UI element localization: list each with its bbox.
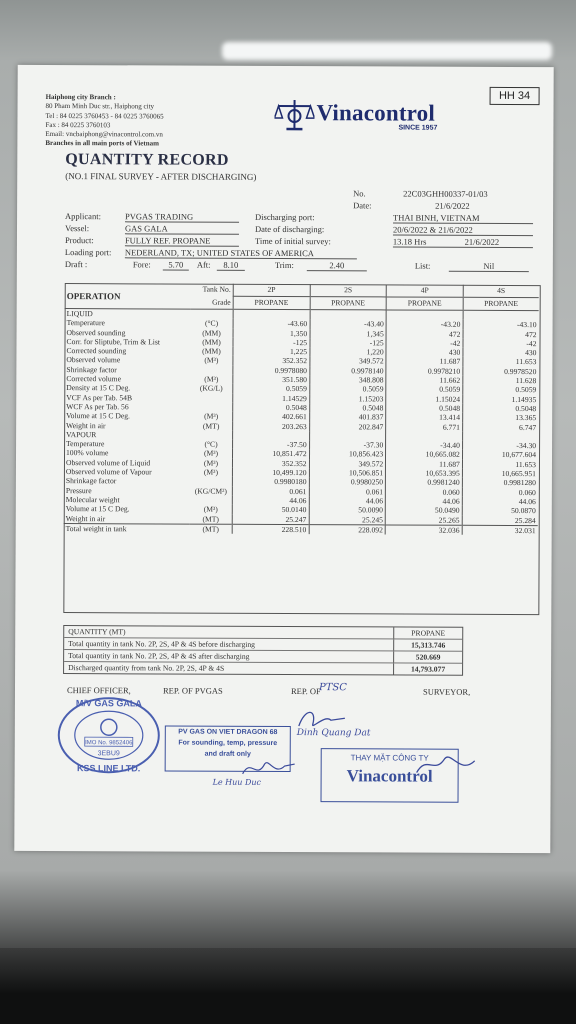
product-value: FULLY REF. PROPANE bbox=[125, 235, 239, 246]
quantity-label: Total quantity in tank No. 2P, 2S, 4P & 4S after discharging bbox=[68, 651, 250, 661]
row-label: WCF As per Tab. 56 bbox=[66, 402, 129, 412]
value-cell: 50.0140 bbox=[232, 505, 309, 515]
value-cell: 1,345 bbox=[310, 329, 387, 339]
value-cell: 472 bbox=[386, 329, 463, 339]
value-cell: 25.284 bbox=[462, 515, 538, 525]
grade-header: PROPANE bbox=[386, 297, 463, 310]
value-cell: 10,499.120 bbox=[232, 468, 309, 478]
row-unit: (KG/L) bbox=[199, 384, 223, 394]
value-cell: 0.9981240 bbox=[386, 478, 463, 488]
value-cell: -37.50 bbox=[233, 440, 310, 450]
quantity-value: 520.669 bbox=[393, 651, 462, 662]
value-cell: 50.0090 bbox=[309, 505, 386, 515]
quantity-product: PROPANE bbox=[393, 627, 462, 638]
row-label: Observed volume of Liquid bbox=[65, 457, 151, 468]
value-cell: 0.5048 bbox=[309, 403, 386, 413]
value-cell: 0.5059 bbox=[386, 385, 463, 395]
grade-header: PROPANE bbox=[463, 297, 539, 310]
row-label: Corrected volume bbox=[66, 374, 121, 384]
tank-no-label: Tank No. bbox=[202, 284, 231, 295]
row-label: Pressure bbox=[65, 485, 92, 495]
value-cell: -43.40 bbox=[310, 319, 387, 329]
value-cell: 348.808 bbox=[309, 375, 386, 385]
document-code-box: HH 34 bbox=[490, 87, 540, 105]
value-cell: 44.06 bbox=[386, 496, 463, 506]
logo-text: Vinacontrol bbox=[316, 100, 436, 126]
value-cell: 0.061 bbox=[309, 487, 386, 497]
row-label: Temperature bbox=[66, 318, 105, 328]
section-label: LIQUID bbox=[66, 309, 93, 319]
value-cell: 0.9978080 bbox=[233, 366, 310, 376]
fore-value: 5.70 bbox=[163, 259, 189, 270]
row-label: Observed sounding bbox=[66, 327, 126, 337]
value-cell: 0.9980180 bbox=[232, 477, 309, 487]
branch-line: Tel : 84 0225 3760453 - 84 0225 3760065 bbox=[45, 111, 164, 121]
quantity-table bbox=[64, 283, 539, 535]
quantity-label: Total quantity in tank No. 2P, 2S, 4P & 4S before discharging bbox=[68, 639, 255, 649]
empty-cell bbox=[310, 310, 387, 320]
value-cell: 430 bbox=[463, 348, 539, 358]
quantity-row bbox=[64, 662, 462, 675]
row-label: Volume at 15 C Deg. bbox=[66, 411, 130, 421]
value-cell: 1.14529 bbox=[233, 393, 310, 403]
row-label: Weight in air bbox=[65, 513, 106, 523]
row-label: Total weight in tank bbox=[64, 523, 190, 533]
document-page bbox=[14, 65, 553, 853]
value-cell: 0.9978210 bbox=[386, 366, 463, 376]
initial-survey-label: Time of initial survey: bbox=[254, 235, 331, 247]
pvgas-signature-name: Le Huu Duc bbox=[212, 777, 262, 787]
empty-cell bbox=[233, 309, 310, 319]
list-value: Nil bbox=[449, 261, 529, 272]
row-unit bbox=[190, 393, 233, 402]
row-label: VCF As per Tab. 54B bbox=[66, 392, 133, 403]
value-cell: 11.653 bbox=[463, 357, 539, 367]
quantity-summary bbox=[63, 625, 463, 676]
value-cell: 0.5048 bbox=[233, 403, 310, 413]
date-label: Date: bbox=[353, 200, 372, 211]
value-cell: 10,653.395 bbox=[386, 468, 463, 478]
pvgas-stamp-line: PV GAS ON VIET DRAGON 68 bbox=[178, 728, 278, 736]
branch-title: Haiphong city Branch : bbox=[45, 92, 116, 102]
value-cell: 11.628 bbox=[463, 376, 539, 386]
empty-cell bbox=[386, 431, 463, 441]
product-label: Product: bbox=[64, 235, 94, 246]
value-cell: 352.352 bbox=[233, 356, 310, 366]
rep-of-handwriting: PTSC bbox=[318, 682, 347, 694]
value-cell: 10,665.951 bbox=[462, 469, 538, 479]
row-label: Shrinkage factor bbox=[66, 364, 117, 375]
value-cell: 203.263 bbox=[233, 421, 310, 431]
value-cell: 10,506.851 bbox=[309, 468, 386, 478]
tank-header: 2S bbox=[310, 284, 387, 297]
value-cell: 351.580 bbox=[233, 375, 310, 385]
value-cell: 0.9978140 bbox=[309, 366, 386, 376]
table-header-row bbox=[65, 283, 539, 298]
value-cell: 10,665.082 bbox=[386, 450, 463, 460]
rep-pvgas-label: REP. OF PVGAS bbox=[162, 685, 223, 696]
row-label: Temperature bbox=[66, 439, 105, 449]
row-label: Weight in air bbox=[66, 420, 106, 430]
value-cell: 11.653 bbox=[462, 460, 538, 470]
date-of-discharging-label: Date of discharging: bbox=[254, 223, 325, 235]
value-cell: 202.847 bbox=[309, 422, 386, 432]
value-cell: 472 bbox=[463, 329, 539, 339]
value-cell: 44.06 bbox=[309, 496, 386, 506]
value-cell: 228.510 bbox=[232, 524, 309, 534]
branch-line: 80 Pham Minh Duc str., Haiphong city bbox=[45, 102, 155, 111]
value-cell: -125 bbox=[310, 338, 387, 348]
value-cell: 0.5059 bbox=[463, 385, 539, 395]
value-cell: 0.5048 bbox=[386, 403, 463, 413]
date-value: 21/6/2022 bbox=[435, 200, 470, 211]
branch-address-block bbox=[45, 93, 265, 150]
row-unit: (M³) bbox=[204, 411, 219, 421]
value-cell: 6.747 bbox=[462, 422, 538, 432]
value-cell: 10,851.472 bbox=[233, 449, 310, 459]
value-cell: 25.245 bbox=[309, 515, 386, 525]
value-cell: 0.9978520 bbox=[463, 367, 539, 377]
value-cell: -43.20 bbox=[386, 320, 463, 330]
grade-header: PROPANE bbox=[310, 297, 387, 310]
discharging-port-value: THAI BINH, VIETNAM bbox=[393, 212, 533, 224]
tank-header: 4S bbox=[463, 285, 539, 298]
value-cell: 44.06 bbox=[232, 496, 309, 506]
branch-line: Branches in all main ports of Vietnam bbox=[45, 139, 159, 148]
loading-port-value: NEDERLAND, TX; UNITED STATES OF AMERICA bbox=[125, 247, 357, 259]
rep-of-label: REP. OF bbox=[290, 686, 321, 697]
value-cell: 430 bbox=[386, 348, 463, 358]
branch-line: Email: vncbaiphong@vinacontrol.com.vn bbox=[45, 130, 163, 139]
value-cell: 13.365 bbox=[462, 413, 538, 423]
row-label: Observed volume bbox=[66, 355, 121, 365]
date-of-discharging-value: 20/6/2022 & 21/6/2022 bbox=[393, 224, 533, 236]
value-cell: 25.247 bbox=[232, 514, 309, 524]
chief-officer-label: CHIEF OFFICER, bbox=[66, 685, 131, 696]
empty-cell bbox=[386, 310, 463, 320]
light-glare bbox=[222, 42, 552, 60]
value-cell: 1,350 bbox=[233, 328, 310, 338]
row-unit: (M³) bbox=[203, 458, 219, 468]
row-unit: (KG/CM²) bbox=[194, 486, 227, 496]
fore-label: Fore: bbox=[132, 259, 151, 270]
value-cell: -43.60 bbox=[233, 319, 310, 329]
value-cell: 32.036 bbox=[385, 525, 462, 535]
stamp-imo: IMO No. 9852406 bbox=[85, 740, 133, 747]
stamp-logo-text: Vinacontrol bbox=[346, 766, 433, 786]
row-label: Corr. for Sliptube, Trim & List bbox=[66, 336, 160, 347]
value-cell: 1,225 bbox=[233, 347, 310, 357]
value-cell: 0.9980250 bbox=[309, 477, 386, 487]
row-unit: (M³) bbox=[203, 467, 219, 477]
value-cell: -34.40 bbox=[386, 441, 463, 451]
row-label: Density at 15 C Deg. bbox=[66, 383, 131, 393]
no-label: No. bbox=[353, 188, 366, 199]
value-cell: 0.060 bbox=[386, 487, 463, 497]
row-unit bbox=[190, 477, 233, 486]
page-title: QUANTITY RECORD bbox=[65, 151, 229, 169]
stamp-vessel-name: M/V GAS GALA bbox=[75, 698, 142, 709]
value-cell: 352.352 bbox=[232, 459, 309, 469]
quantity-label: Discharged quantity from tank No. 2P, 2S, 4P & 4S bbox=[68, 663, 225, 673]
branch-line: Fax : 84 0225 3760103 bbox=[45, 120, 111, 130]
row-unit: (MM) bbox=[202, 328, 221, 338]
scales-icon bbox=[274, 98, 314, 132]
section-label: VAPOUR bbox=[66, 429, 97, 440]
value-cell: -34.30 bbox=[462, 441, 538, 451]
value-cell: 10,677.604 bbox=[462, 450, 538, 460]
grade-header: PROPANE bbox=[233, 296, 310, 309]
background-dark-edge bbox=[0, 948, 576, 1024]
value-cell: 11.662 bbox=[386, 376, 463, 386]
applicant-value: PVGAS TRADING bbox=[125, 211, 239, 222]
value-cell: 1.14935 bbox=[463, 394, 539, 404]
loading-port-label: Loading port: bbox=[64, 247, 112, 258]
value-cell: 401.837 bbox=[309, 412, 386, 422]
initial-survey-date: 21/6/2022 bbox=[464, 236, 500, 247]
row-unit: (M³) bbox=[203, 504, 218, 514]
logo-subtext: SINCE 1957 bbox=[398, 124, 438, 132]
page-subtitle: (NO.1 FINAL SURVEY - AFTER DISCHARGING) bbox=[65, 171, 257, 182]
discharging-port-label: Discharging port: bbox=[255, 211, 315, 223]
value-cell: -42 bbox=[386, 338, 463, 348]
pvgas-stamp-line: and draft only bbox=[204, 750, 251, 758]
row-label: Corrected sounding bbox=[66, 346, 127, 356]
value-cell: 25.265 bbox=[385, 515, 462, 525]
row-unit bbox=[190, 496, 233, 505]
aft-label: Aft: bbox=[196, 259, 211, 270]
tank-header: 2P bbox=[233, 284, 310, 297]
value-cell: 0.5059 bbox=[309, 384, 386, 394]
value-cell: -37.30 bbox=[309, 440, 386, 450]
value-cell: 349.572 bbox=[310, 357, 387, 367]
value-cell: 349.572 bbox=[309, 459, 386, 469]
value-cell: 1,220 bbox=[310, 347, 387, 357]
value-cell: 44.06 bbox=[462, 497, 538, 507]
applicant-label: Applicant: bbox=[65, 211, 101, 222]
value-cell: 0.5048 bbox=[463, 404, 539, 414]
vessel-value: GAS GALA bbox=[125, 223, 239, 234]
vessel-label: Vessel: bbox=[64, 223, 90, 234]
value-cell: 11.687 bbox=[386, 357, 463, 367]
row-label: Shrinkage factor bbox=[65, 476, 117, 486]
aft-value: 8.10 bbox=[217, 260, 245, 271]
row-label: Volume at 15 C Deg. bbox=[65, 504, 130, 514]
row-unit: (M³) bbox=[204, 356, 219, 366]
empty-cell bbox=[463, 310, 539, 320]
row-unit: (MT) bbox=[190, 524, 233, 534]
row-unit: (°C) bbox=[204, 439, 218, 449]
row-unit: (MT) bbox=[202, 514, 219, 524]
value-cell: 50.0490 bbox=[385, 506, 462, 516]
trim-label: Trim: bbox=[274, 259, 294, 271]
empty-cell bbox=[309, 431, 386, 441]
value-cell: 402.661 bbox=[233, 412, 310, 422]
value-cell: 6.771 bbox=[386, 422, 463, 432]
draft-label: Draft : bbox=[64, 259, 88, 270]
quantity-value: 15,313.746 bbox=[393, 639, 462, 650]
trim-value: 2.40 bbox=[307, 260, 367, 271]
value-cell: 50.0870 bbox=[462, 506, 538, 516]
value-cell: 0.061 bbox=[232, 486, 309, 496]
value-cell: 0.9981280 bbox=[462, 478, 538, 488]
signature-surveyor bbox=[411, 749, 481, 783]
empty-cell bbox=[233, 431, 310, 441]
row-unit: (M³) bbox=[203, 449, 219, 459]
row-unit: (°C) bbox=[204, 318, 219, 329]
surveyor-label: SURVEYOR, bbox=[422, 686, 471, 697]
tank-header: 4P bbox=[386, 284, 463, 297]
grade-label: Grade bbox=[191, 296, 234, 309]
row-label: Observed volume of Vapour bbox=[65, 467, 152, 477]
row-unit: (MT) bbox=[202, 421, 220, 431]
vessel-stamp bbox=[55, 693, 167, 775]
value-cell: 13.414 bbox=[386, 413, 463, 423]
value-cell: -125 bbox=[233, 338, 310, 348]
thay-mat-text: THAY MẶT CÔNG TY bbox=[350, 753, 429, 763]
table-row bbox=[64, 523, 538, 535]
value-cell: 32.031 bbox=[462, 525, 538, 535]
row-unit bbox=[190, 403, 233, 412]
initial-survey-value bbox=[393, 236, 533, 248]
initial-survey-time: 13.18 Hrs bbox=[392, 236, 427, 247]
row-unit bbox=[190, 365, 233, 374]
list-label: List: bbox=[414, 260, 431, 271]
no-value: 22C03GHH00337-01/03 bbox=[403, 188, 488, 199]
value-cell: -43.10 bbox=[463, 320, 539, 330]
value-cell: 0.5059 bbox=[233, 384, 310, 394]
row-label: 100% volume bbox=[66, 448, 109, 458]
row-unit: (M³) bbox=[204, 374, 219, 384]
row-unit: (MM) bbox=[202, 337, 221, 347]
value-cell: 0.060 bbox=[462, 487, 538, 497]
stamp-company: KSS LINE LTD. bbox=[76, 763, 141, 774]
pvgas-stamp-line: For sounding, temp, pressure bbox=[178, 739, 278, 747]
value-cell: 1.15203 bbox=[309, 394, 386, 404]
value-cell: 1.15024 bbox=[386, 394, 463, 404]
value-cell: 228.092 bbox=[309, 524, 386, 534]
value-cell: 11.687 bbox=[386, 459, 463, 469]
operation-header: OPERATION bbox=[65, 283, 191, 309]
quantity-header: QUANTITY (MT) bbox=[68, 627, 126, 637]
row-label: Molecular weight bbox=[65, 494, 120, 505]
row-unit: (MM) bbox=[202, 346, 221, 356]
value-cell: -42 bbox=[463, 339, 539, 349]
vinacontrol-logo bbox=[272, 96, 472, 137]
stamp-call-sign: 3EBU9 bbox=[97, 750, 120, 758]
value-cell: 10,856.423 bbox=[309, 450, 386, 460]
quantity-value: 14,793.077 bbox=[393, 663, 462, 674]
rep-signature-name: Dinh Quang Dat bbox=[296, 728, 371, 739]
empty-cell bbox=[462, 432, 538, 442]
